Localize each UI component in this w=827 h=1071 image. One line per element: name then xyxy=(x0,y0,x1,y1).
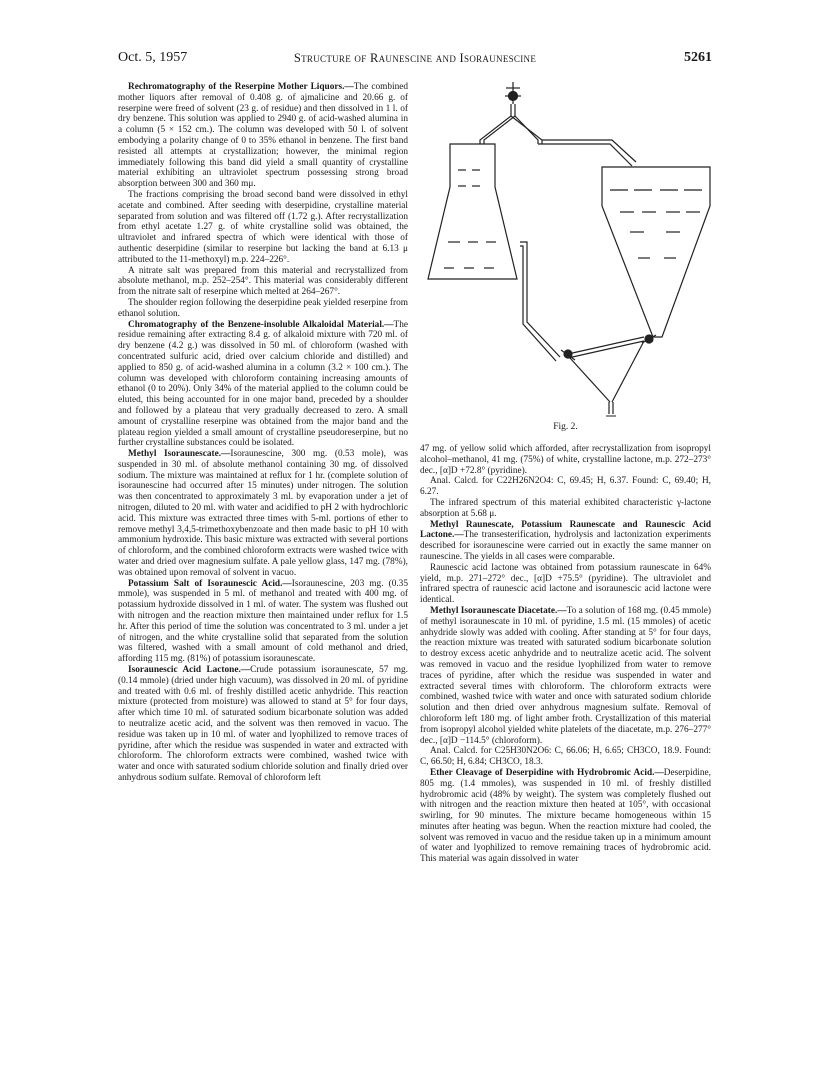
paragraph xyxy=(118,665,408,784)
paragraph xyxy=(118,449,408,579)
paragraph xyxy=(420,520,711,563)
paragraph xyxy=(118,82,408,190)
section-heading: Chromatography of the Benzene-insoluble Alkaloidal Material.— xyxy=(128,319,394,330)
paragraph: The infrared spectrum of this material exhibited characteristic γ-lactone absorption at 5.68 μ. xyxy=(420,497,711,519)
header-date: Oct. 5, 1957 xyxy=(118,50,188,65)
left-feed-tube xyxy=(480,104,542,144)
analysis-line: Anal. Calcd. for C25H30N2O6: C, 66.06; H, 6.65; CH3CO, 18.9. Found: C, 66.50; H, 6.84; CH3CO, 18.3. xyxy=(420,746,711,768)
left-flask xyxy=(428,144,517,279)
paragraph: 47 mg. of yellow solid which afforded, after recrystallization from isopropyl alcohol–methanol, 41 mg. (75%) of white, crystalline lactone, m.p. 272–273° dec., [α]D +72.8° (pyridine). xyxy=(420,444,711,476)
page-header xyxy=(118,50,712,70)
left-lower-stopcock-icon xyxy=(561,350,575,360)
figure-caption: Fig. 2. xyxy=(553,422,578,432)
section-heading: Ether Cleavage of Deserpidine with Hydrobromic Acid.— xyxy=(430,767,664,778)
figure-2 xyxy=(420,82,711,432)
bottom-funnel xyxy=(570,341,644,416)
paragraph-text: Isoraunescine, 300 mg. (0.53 mole), was suspended in 30 ml. of absolute methanol containing 30 mg. of dissolved sodium. The mixture was maintained at reflux for 1 hr. (complete solution of isoraunescine had occurred after 15 minutes) under nitrogen. The solution was then concentrated to approximately 3 ml. by evaporation under a jet of nitrogen, diluted to 20 ml. with water and acidified to pH 2 with hydrochloric acid. This mixture was extracted three times with 5-ml. portions of ether to remove methyl 3,4,5-trimethoxybenzoate and then made basic to pH 10 with ammonium hydroxide. This basic mixture was extracted with several portions of chloroform, and the combined chloroform extracts were washed twice with water and dried over magnesium sulfate. A pale yellow glass, 147 mg. (78%), was obtained upon removal of solvent in vacuo. xyxy=(118,449,408,578)
paragraph xyxy=(420,768,711,865)
paragraph-text: Deserpidine, 805 mg. (1.4 mmoles), was suspended in 10 ml. of freshly distilled hydrobromic acid (48% by weight). The system was completely flushed out with nitrogen and the reaction mixture then heated at 105°, with occasional swirling, for 90 minutes. The mixture became homogeneous within 15 minutes after heating was begun. When the reaction mixture had cooled, the solvent was removed in vacuo and the residue taken up in a minimum amount of water and lyophilized to remove remaining traces of hydrobromic acid. This material was again dissolved in water xyxy=(420,767,711,865)
section-heading: Methyl Raunescate, Potassium Raunescate and Raunescic Acid Lactone.— xyxy=(420,519,711,541)
paragraph xyxy=(118,320,408,450)
drain-tubing xyxy=(520,242,644,361)
section-heading: Rechromatography of the Reserpine Mother Liquors.— xyxy=(128,82,354,92)
right-feed-tube xyxy=(538,140,636,166)
paragraph-text: Isoraunescine, 203 mg. (0.35 mmole), was suspended in 5 ml. of methanol and treated with 400 mg. of potassium hydroxide dissolved in 1 ml. of water. The system was flushed out with nitrogen and the reaction mixture then maintained under reflux for 1.5 hr. After this period of time the solution was concentrated to 3 ml. under a jet of nitrogen, and the white crystalline solid that separated from the solution was filtered, washed with a small amount of cold methanol and dried, affording 115 mg. (81%) of potassium isoraunescate. xyxy=(118,578,408,665)
paragraph-text: To a solution of 168 mg. (0.45 mmole) of methyl isoraunescate in 10 ml. of pyridine, 1.5 ml. (15 mmoles) of acetic anhydride slowly was added with cooling. After standing at 5° for four days, the reaction mixture was treated with saturated sodium bicarbonate solution to destroy excess acetic anhydride and to neutralize acetic acid. The solvent was removed in vacuo and the residue lyophilized from water to remove traces of pyridine, after which the residue was suspended in water and extracted several times with chloroform. The chloroform extracts were combined, washed twice with water and once with saturated sodium chloride solution and then dried over anhydrous magnesium sulfate. Removal of chloroform left 180 mg. of light amber froth. Crystallization of this material from isopropyl alcohol yielded white platelets of the diacetate, m.p. 276–277° dec., [α]D −114.5° (chloroform). xyxy=(420,605,711,746)
section-heading: Isoraunescic Acid Lactone.— xyxy=(128,665,251,676)
analysis-line: Anal. Calcd. for C22H26N2O4: C, 69.45; H, 6.37. Found: C, 69.40; H, 6.27. xyxy=(420,476,711,498)
paragraph-text: Crude potassium isoraunescate, 57 mg. (0.14 mmole) (dried under high vacuum), was dissolved in 20 ml. of pyridine and treated with 0.6 ml. of freshly distilled acetic anhydride. This reaction mixture (protected from moisture) was allowed to stand at 5° for four days, after which time 10 ml. of saturated sodium bicarbonate solution was added to neutralize acetic acid, and the solvent was then removed in vacuo. The residue was taken up in 10 ml. of water and lyophilized to remove traces of pyridine, after which the residue was suspended in water and extracted with chloroform. The chloroform extracts were combined, washed twice with water and once with saturated sodium chloride solution and finally dried over anhydrous sodium sulfate. Removal of chloroform left xyxy=(118,665,408,783)
section-heading: Methyl Isoraunescate Diacetate.— xyxy=(430,605,567,616)
section-heading: Methyl Isoraunescate.— xyxy=(128,449,231,460)
left-column xyxy=(118,82,408,784)
right-separatory-vessel xyxy=(602,167,710,337)
paragraph xyxy=(420,606,711,746)
right-column xyxy=(420,444,711,865)
paragraph-text: The residue remaining after extracting 8.4 g. of alkaloid mixture with 720 ml. of dry benzene (4.2 g.) was dissolved in 50 ml. of chloroform (washed with concentrated sulfuric acid, dried over calcium chloride and distilled) and applied to 850 g. of acid-washed alumina in a column (3.2 × 100 cm.). The column was developed with chloroform containing increasing amounts of ethanol (0 to 20%). Only 34% of the material applied to the column could be eluted, this being accounted for in one major band, preceded by a shoulder and followed by a plateau that very gradually decreased to zero. A small amount of crystalline reserpine was obtained from the major band and the plateau region yielded a small amount of crystalline pseudoreserpine, but no further crystalline substances could be isolated. xyxy=(118,319,408,449)
header-title: Structure of Raunescine and Isoraunescine xyxy=(293,51,537,65)
paragraph: The shoulder region following the deserpidine peak yielded reserpine from ethanol solution. xyxy=(118,297,408,319)
paragraph: A nitrate salt was prepared from this material and recrystallized from absolute methanol, m.p. 252–254°. This material was considerably different from the nitrate salt of reserpine which melted at 264–267°. xyxy=(118,265,408,298)
top-stopcock-icon xyxy=(505,82,521,104)
paragraph: Raunescic acid lactone was obtained from potassium raunescate in 64% yield, m.p. 271–272° dec., [α]D +75.5° (pyridine). The ultraviolet and infrared spectra of raunescic acid lactone and isoraunescic acid lactone were identical. xyxy=(420,562,711,606)
page-number: 5261 xyxy=(684,50,712,65)
paragraph xyxy=(118,579,408,665)
paragraph-text: The transesterification, hydrolysis and lactonization experiments described for isoraunescine were carried out in exactly the same manner on raunescine. The yields in all cases were comparable. xyxy=(420,530,711,562)
section-heading: Potassium Salt of Isoraunescic Acid.— xyxy=(128,578,292,589)
apparatus-diagram xyxy=(420,82,711,417)
paragraph: The fractions comprising the broad second band were dissolved in ethyl acetate and combined. After seeding with deserpidine, crystalline material separated from solution and was filtered off (1.72 g.). After recrystallization from ethyl acetate 1.27 g. of white crystalline solid was obtained, the ultraviolet and infrared spectra of which were identical with those of authentic deserpidine (similar to reserpine but lacking the band at 6.13 μ attributed to the 11-methoxyl) m.p. 224–226°. xyxy=(118,189,408,265)
paragraph-text: The combined mother liquors after removal of 0.408 g. of ajmalicine and 20.66 g. of reserpine were freed of solvent (23 g. of residue) and then dissolved in 1 l. of dry benzene. This solution was applied to 2940 g. of acid-washed alumina in a column (5 × 152 cm.). The column was developed with 50 l. of solvent embodying a polarity change of 0 to 35% ethanol in benzene. The first band resisted all attempts at crystallization; however, the minimal region immediately following this band did yield a small quantity of crystalline material exhibiting an ultraviolet spectrum possessing strong broad absorption between 300 and 360 mμ. xyxy=(118,82,408,190)
